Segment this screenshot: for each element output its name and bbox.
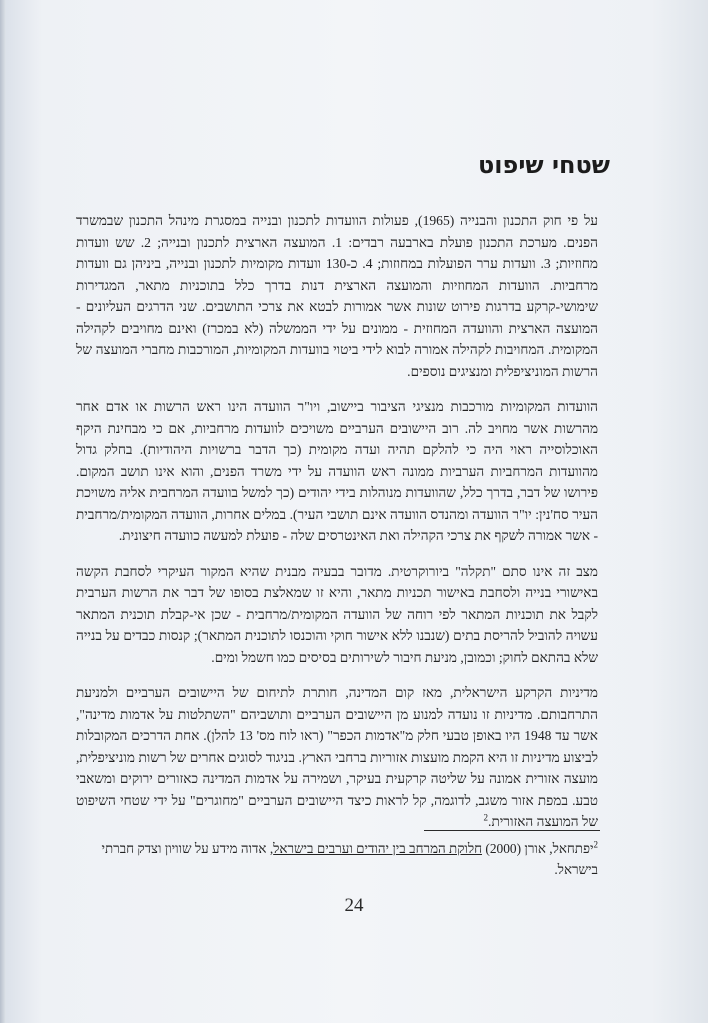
footnote-book-title: חלוקת המרחב בין יהודים וערבים בישראל bbox=[273, 841, 483, 856]
paragraph-bureaucratic-problem-text: מצב זה אינו סתם "תקלה" ביורוקרטית. מדובר בבעיה מבנית שהיא המקור העיקרי לסחבת הקשה באישורי בנייה ולסחבת באישור תכניות מתאר, והיא זו שמאלצת בסופו של דבר את הרשות הערבית לקבל את תוכניות המתאר לפי רוחה של הוועדה המקומית/מרחבית - שכן אי-קבלת תוכנית המתאר עשויה להוביל להריסת בתים (שנבנו ללא אישור חוקי והוכנסו לתוכנית המתאר); קנסות כבדים על בנייה שלא בהתאם לחוק; וכמובן, מניעת חיבור לשירותים בסיסים כמו חשמל ומים. bbox=[76, 563, 598, 665]
footnote-publisher: , אדוה מידע על שוויון וצדק חברתי בישראל. bbox=[101, 841, 598, 877]
section-title: שטחי שיפוט bbox=[478, 151, 610, 179]
footnote-marker: 2 bbox=[593, 839, 598, 850]
footnote-divider bbox=[424, 830, 600, 831]
footnote-author: יפתחאל, אורן (2000) bbox=[485, 841, 594, 856]
paragraph-planning-system: על פי חוק התכנון והבנייה (1965), פעולות הוועדות לתכנון ובנייה במסגרת מינהל התכנון שבמשרד הפנים. מערכת התכנון פועלת בארבעה רבדים: 1. המועצה הארצית לתכנון ובנייה; 2. שש וועדות מחוזיות; 3. וועדות ערר הפועלות במחוזות; 4. כ-130 וועדות מקומיות לתכנון ובנייה, ביניהן גם וועדות מרחביות. הוועדות המחוזיות והמועצה הארצית דנות בדרך כלל בתוכניות מתאר, המגדירות שימושי-קרקע בדרגות פירוט שונות אשר אמורות לבטא את צרכי התושבים. שני הדרגים העליונים - המועצה הארצית והוועדה המחוזית - ממונים על ידי הממשלה (לא במכרז) ואינם מחויבים לקהילה המקומית. המחויבות לקהילה אמורה לבוא לידי ביטוי בוועדות המקומיות, המורכבות מחברי המועצה של הרשות המוניציפלית ומנציגים נוספים. bbox=[76, 213, 599, 379]
footnote bbox=[76, 838, 598, 880]
paragraph-local-committees: הוועדות המקומיות מורכבות מנציגי הציבור ביישוב, ויו"ר הוועדה הינו ראש הרשות או אדם אחר מהרשות אשר מחויב לה. רוב היישובים הערביים משויכים לוועדות מרחביות, אם כי מבחינת היקף האוכלוסייה ראוי היה כי להלקם תהיה ועדה מקומית (כך הדבר ברשויות היהודיות). בחלק גדול מהוועדות המרחביות הערביות ממונה ראש הוועדה על ידי משרד הפנים, והוא אינו תושב המקום. פירושו של דבר, בדרך כלל, שהוועדות מנוהלות בידי יהודים (כך למשל בוועדה המרחבית אליה משויכת העיר סח'נין: יו"ר הוועדה ומהנדס הוועדה אינם תושבי העיר). במלים אחרות, הוועדה המקומית/מרחבית - אשר אמורה לשקף את צרכי הקהילה ואת האינטרסים שלה - פועלת למעשה כוועדה חיצונית. bbox=[76, 399, 598, 543]
footnote-reference[interactable]: 2 bbox=[483, 812, 489, 823]
page-number: 24 bbox=[344, 895, 364, 916]
paragraph-bureaucratic-problem bbox=[76, 561, 598, 669]
paragraph-land-policy-text: מדיניות הקרקע הישראלית, מאז קום המדינה, חותרת לתיחום של היישובים הערביים ולמניעת התרחבותם. מדיניות זו נועדה למנוע מן היישובים הערביים ותושביהם "השתלטות על אדמות מדינה", אשר עד 1948 היו באופן טבעי חלק מ"אדמות הכפר" (ראו לוח מס' 13 להלן). אחת הדרכים המקובלות לביצוע מדיניות זו היא הקמת מועצות אזוריות ברחבי הארץ. בניגוד לסוגים אחרים של רשות מוניציפלית, מועצה אזורית אמונה על שליטה קרקעית בעיקר, ושמירה על אדמות המדינה כאזורים ירוקים ומשאבי טבע. במפת אזור משגב, לדוגמה, קל לראות כיצד היישובים הערביים "מחוגרים" על ידי שטחי השיפוט של המועצה האזורית. bbox=[76, 685, 598, 829]
page-binding-edge bbox=[0, 0, 6, 1023]
paragraph-land-policy bbox=[76, 682, 598, 833]
body-text bbox=[76, 210, 598, 847]
